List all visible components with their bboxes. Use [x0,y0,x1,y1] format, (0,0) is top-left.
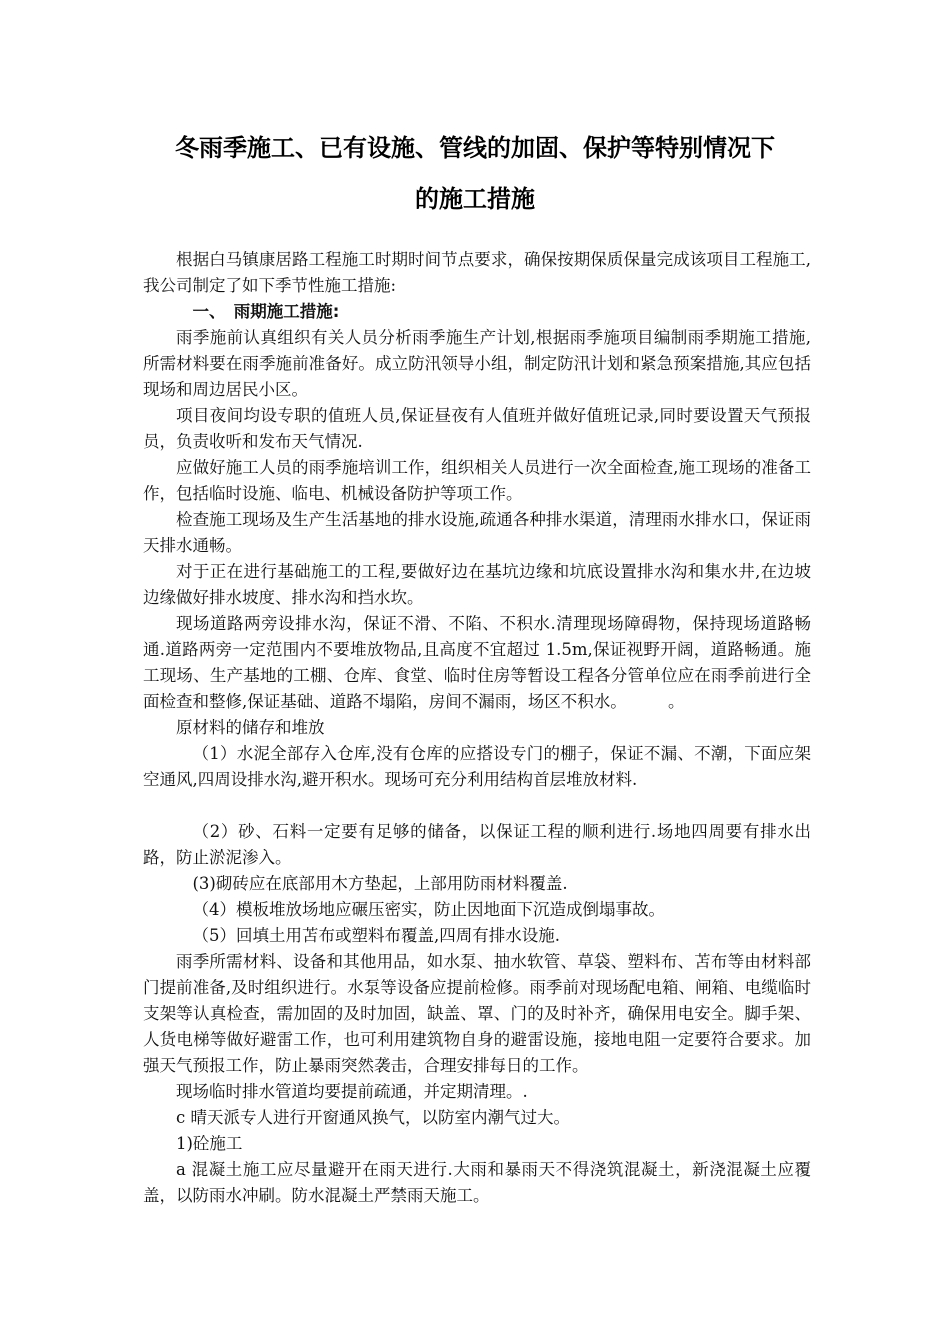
paragraph: 对于正在进行基础施工的工程,要做好边在基坑边缘和坑底设置排水沟和集水井,在边坡边缘做好排水坡度、排水沟和挡水坎。 [143,562,811,607]
document-title-line2: 的施工措施 [415,185,535,213]
paragraph: 应做好施工人员的雨季施培训工作，组织相关人员进行一次全面检查,施工现场的准备工作，包括临时设施、临电、机械设备防护等项工作。 [143,458,811,503]
storage-item: （5）回填土用苫布或塑料布覆盖,四周有排水设施. [192,926,560,945]
intro-paragraph: 根据白马镇康居路工程施工时期时间节点要求，确保按期保质保量完成该项目工程施工,我公司制定了如下季节性施工措施: [143,250,811,295]
storage-item: （1）水泥全部存入仓库,没有仓库的应搭设专门的棚子，保证不漏、不潮，下面应架空通风,四周设排水沟,避开积水。现场可充分利用结构首层堆放材料. [143,744,811,789]
paragraph: 雨季施前认真组织有关人员分析雨季施生产计划,根据雨季施项目编制雨季期施工措施,所需材料要在雨季施前准备好。成立防汛领导小组，制定防汛计划和紧急预案措施,其应包括现场和周边居民小区。 [143,328,811,399]
section-heading: 一、 雨期施工措施: [192,302,340,321]
paragraph: 1)砼施工 [176,1134,243,1153]
paragraph: 检查施工现场及生产生活基地的排水设施,疏通各种排水渠道，清理雨水排水口，保证雨天排水通畅。 [143,510,811,555]
paragraph: 现场临时排水管道均要提前疏通，并定期清理。. [176,1082,528,1101]
paragraph: c 晴天派专人进行开窗通风换气，以防室内潮气过大。 [176,1108,570,1127]
document-body [143,247,811,1209]
storage-item: (3)砌砖应在底部用木方垫起，上部用防雨材料覆盖. [192,874,568,893]
paragraph: 项目夜间均设专职的值班人员,保证昼夜有人值班并做好值班记录,同时要设置天气预报员，负责收听和发布天气情况. [143,406,811,451]
blank-line [143,793,811,819]
document-title-line1: 冬雨季施工、已有设施、管线的加固、保护等特别情况下 [175,134,775,162]
storage-item: （4）模板堆放场地应碾压密实，防止因地面下沉造成倒塌事故。 [192,900,665,919]
paragraph: 现场道路两旁设排水沟，保证不滑、不陷、不积水.清理现场障碍物，保持现场道路畅通.道路两旁一定范围内不要堆放物品,且高度不宜超过 1.5m,保证视野开阔，道路畅通。施工现场、生产基地的工棚、仓库、食堂、临时住房等暂设工程各分管单位应在雨季前进行全面检查和整修,保证基础、道路不塌陷，房间不漏雨，场区不积水。 。 [143,614,811,711]
paragraph: 原材料的储存和堆放 [176,718,325,737]
paragraph: a 混凝土施工应尽量避开在雨天进行.大雨和暴雨天不得浇筑混凝土，新浇混凝土应覆盖，以防雨水冲刷。防水混凝土严禁雨天施工。 [143,1160,811,1205]
storage-item: （2）砂、石料一定要有足够的储备，以保证工程的顺利进行.场地四周要有排水出路，防止淤泥渗入。 [143,822,811,867]
paragraph: 雨季所需材料、设备和其他用品，如水泵、抽水软管、草袋、塑料布、苫布等由材料部门提前准备,及时组织进行。水泵等设备应提前检修。雨季前对现场配电箱、闸箱、电缆临时支架等认真检查，需加固的及时加固，缺盖、罩、门的及时补齐，确保用电安全。脚手架、人货电梯等做好避雷工作，也可利用建筑物自身的避雷设施，接地电阻一定要符合要求。加强天气预报工作，防止暴雨突然袭击，合理安排每日的工作。 [143,952,811,1075]
